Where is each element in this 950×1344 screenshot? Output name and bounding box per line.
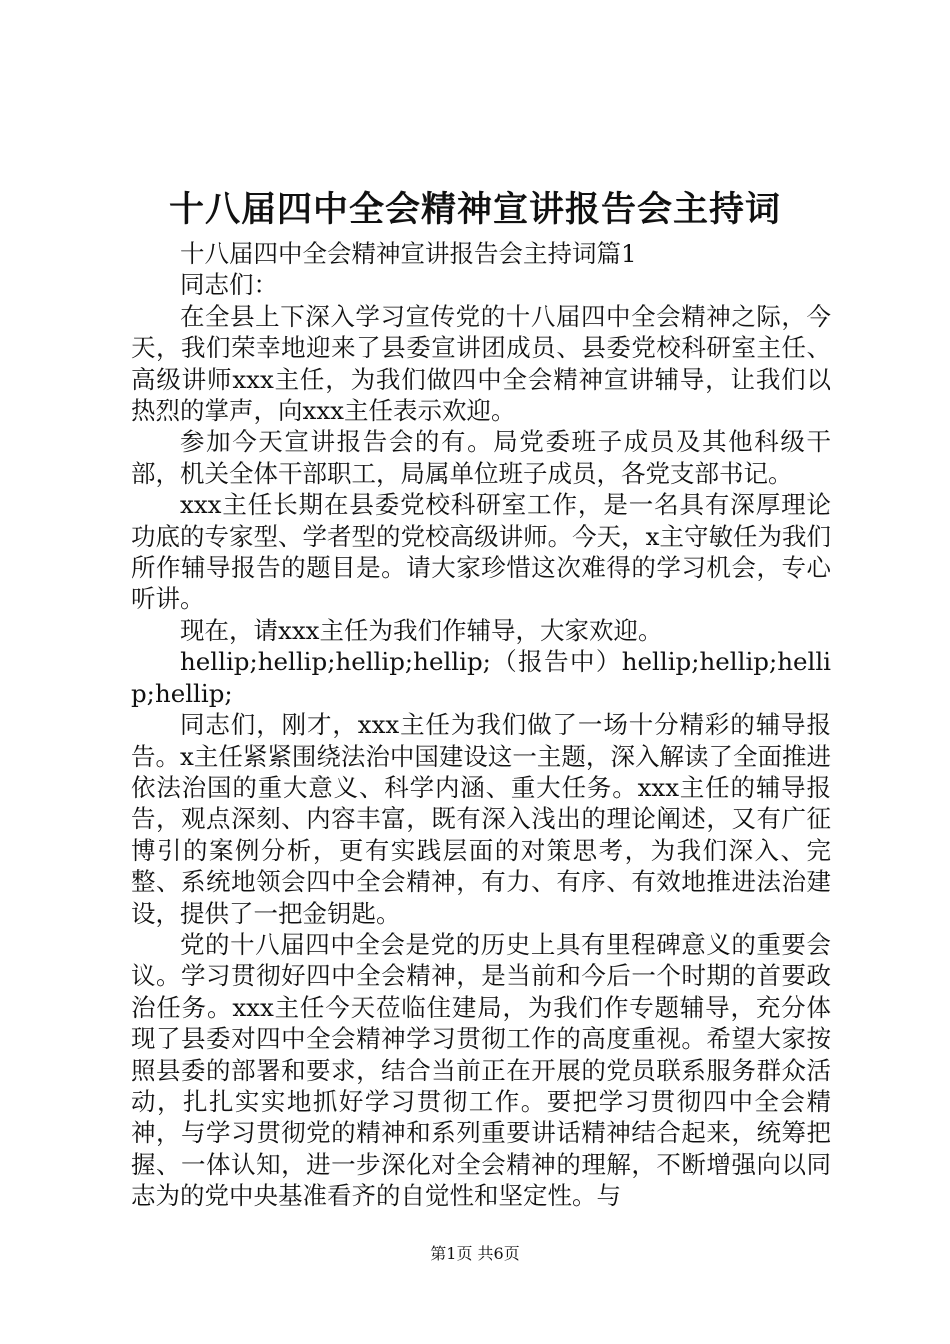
paragraph: 现在，请xxx主任为我们作辅导，大家欢迎。 — [180, 615, 663, 645]
page-footer: 第1页 共6页 — [430, 1244, 520, 1263]
paragraph: 党的十八届四中全会是党的历史上具有里程碑意义的重要会议。学习贯彻好四中全会精神，是当前和今后一个时期的首要政治任务。xxx主任今天莅临住建局，为我们作专题辅导，充分体现了县委对四中全会精神学习贯彻工作的高度重视。希望大家按照县委的部署和要求，结合当前正在开展的党员联系服务群众活动，扎扎实实地抓好学习贯彻工作。要把学习贯彻四中全会精神，与学习贯彻党的精神和系列重要讲话精神结合起来，统筹把握、一体认知，进一步深化对全会精神的理解，不断增强向以同志为的党中央基准看齐的自觉性和坚定性。与 — [131, 929, 831, 1211]
paragraph: 参加今天宣讲报告会的有。局党委班子成员及其他科级干部，机关全体干部职工，局属单位班子成员，各党支部书记。 — [131, 427, 831, 488]
paragraph: xxx主任长期在县委党校科研室工作，是一名具有深厚理论功底的专家型、学者型的党校高级讲师。今天，x主守敏任为我们所作辅导报告的题目是。请大家珍惜这次难得的学习机会，专心听讲。 — [131, 490, 831, 614]
section-heading: 十八届四中全会精神宣讲报告会主持词篇1 — [180, 239, 637, 268]
paragraph: 同志们，刚才，xxx主任为我们做了一场十分精彩的辅导报告。x主任紧紧围绕法治中国建设这一主题，深入解读了全面推进依法治国的重大意义、科学内涵、重大任务。xxx主任的辅导报告，观点深刻、内容丰富，既有深入浅出的理论阐述，又有广征博引的案例分析，更有实践层面的对策思考，为我们深入、完整、系统地领会四中全会精神，有力、有序、有效地推进法治建设，提供了一把金钥匙。 — [131, 710, 831, 928]
paragraph: 在全县上下深入学习宣传党的十八届四中全会精神之际，今天，我们荣幸地迎来了县委宣讲团成员、县委党校科研室主任、高级讲师xxx主任，为我们做四中全会精神宣讲辅导，让我们以热烈的掌声，向xxx主任表示欢迎。 — [131, 301, 831, 426]
paragraph: hellip;hellip;hellip;hellip;（报告中）hellip;hellip;hellip;hellip; — [131, 647, 831, 708]
salutation: 同志们： — [180, 270, 278, 300]
document-title: 十八届四中全会精神宣讲报告会主持词 — [168, 189, 781, 230]
document-body — [131, 238, 831, 1212]
